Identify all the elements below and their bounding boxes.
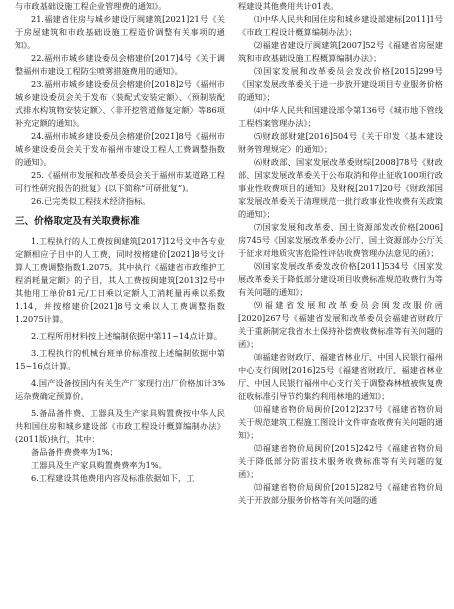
list-item: 2.工程所用材料按上述编制依据中第11~14点计算。 bbox=[31, 331, 223, 341]
list-item: 4.国产设备按国内有关生产厂家现行出厂价格加计3%运杂费确定预算价。 bbox=[15, 378, 225, 401]
list-item: 23.福州市城乡建设委员会榕建价[2018]2号《福州市城乡建设委员会关于发布〈装配式安装定额〉、〈预制装配式排水构筑物安装定额〉、〈非开挖管道修复定额〉等86项补充定额的通知》。 bbox=[15, 79, 225, 128]
reference-item: ⑻国家发展改革委发改价格[2011]534号《国家发展改革委关于降低部分建设项目收费标准规范收费行为等有关问题的通知》； bbox=[238, 261, 443, 297]
reference-item: ⑼福建省发展和改革委员会闽发改服价函[2020]267号《福建省发展和改革委员会福建省财政厅关于重新制定我省水土保持补偿费收费标准等有关问题的函》； bbox=[238, 300, 443, 349]
sub-rate-item: 工器具及生产家具购置费费率为1%。 bbox=[31, 460, 167, 470]
left-column bbox=[15, 0, 225, 485]
list-item: 26.已完类似工程技术经济指标。 bbox=[31, 196, 151, 206]
reference-item: ⑷中华人民共和国建设部令第136号《城市地下管线工程档案管理办法》； bbox=[238, 105, 443, 128]
reference-item: ⑾福建省物价局闽价[2012]237号《福建省物价局关于规范建筑工程施工图设计文件审查收费有关问题的通知》； bbox=[238, 404, 443, 440]
list-item: 1.工程执行的人工费按闽建筑[2017]12号文中各专业定额相应子目中的人工费，同时按榕建价[2021]8号文计算人工费调整指数1.2075。其中执行《福建省市政维护工程消耗量定额》的子目，其人工费按闽建筑[2013]2号中其他用工单价81元/工日乘以定额人工消耗量再乘以系数1.14，并按榕建价[2021]8号文乘以人工费调整指数1.2075计算。 bbox=[15, 236, 225, 324]
reference-item: ⑴中华人民共和国住房和城乡建设部建标[2011]1号《市政工程设计概算编制办法》； bbox=[238, 14, 443, 37]
reference-item: ⑸财政部财建[2016]504号《关于印发〈基本建设财务管理规定〉的通知》； bbox=[238, 131, 443, 154]
reference-item: ⑹财政部、国家发展改革委财综[2008]78号《财政部、国家发展改革委关于公布取消和停止征收100项行政事业性收费项目的通知》及财税[2017]20号《财政部国家发展改革委关于清理规范一批行政事业性收费有关政策的通知》； bbox=[238, 157, 443, 219]
reference-item: ⑿福建省物价局闽价[2015]242号《福建省物价局关于降低部分防雷技术服务收费标准等有关问题的复函》； bbox=[238, 443, 443, 479]
left-top-fragment: 与市政基础设施工程企业管理费的通知》。 bbox=[15, 1, 167, 11]
reference-item: ⑺国家发展和改革委、国土资源部发改价格[2006]房745号《国家发展改革委办公厅、国土资源部办公厅关于征求对地质灾害危险性评估收费管理办法意见的函》； bbox=[238, 222, 443, 258]
reference-item: ⑵福建省建设厅闽建筑[2007]52号《福建省房屋建筑和市政基础设施工程概算编制办法》； bbox=[238, 40, 443, 63]
sub-rate-item: 备品备件费费率为1%； bbox=[31, 447, 118, 457]
list-item: 24.福州市城乡建设委员会榕建价[2021]8号《福州市城乡建设委员会关于发布福州市建设工程人工费调整指数的通知》。 bbox=[15, 131, 225, 167]
list-item: 6.工程建设其他费用内容及标准依据如下，工 bbox=[31, 473, 195, 483]
list-item: 5.备品备件费、工器具及生产家具购置费按中华人民共和国住房和城乡建设部《市政工程设计概算编制办法》(2011版)执行，其中： bbox=[15, 408, 225, 444]
reference-item: ⒀福建省物价局闽价[2015]282号《福建省物价局关于开放部分服务价格等有关问题的通 bbox=[238, 482, 443, 505]
right-column bbox=[238, 0, 443, 507]
list-item: 22.福州市城乡建设委员会榕建价[2017]4号《关于调整福州市建设工程防尘喷雾措施费用的通知》。 bbox=[15, 53, 225, 76]
reference-item: ⑶国家发展和改革委员会发改价格[2015]299号《国家发展改革委关于进一步放开建设项目专业服务价格的通知》； bbox=[238, 66, 443, 102]
reference-item: ⑽福建省财政厅、福建省林业厅、中国人民银行福州中心支行闽财[2016]25号《福建省财政厅、福建省林业厅、中国人民银行福州中心支行关于调整森林植被恢复费征收标准引导节约集约利用林地的通知》； bbox=[238, 352, 443, 401]
section-heading: 三、价格取定及有关取费标准 bbox=[15, 216, 140, 227]
list-item: 21.福建省住房与城乡建设厅闽建筑[2021]21号《关于房屋建筑和市政基础设施工程造价调整有关事项的通知》。 bbox=[15, 14, 225, 50]
list-item: 3.工程执行的机械台班单价标准按上述编制依据中第15~16点计算。 bbox=[15, 348, 225, 371]
right-top-fragment: 程建设其他费用共计01表。 bbox=[238, 1, 339, 11]
list-item: 25.《福州市发展和改革委员会关于福州市某道路工程可行性研究报告的批复》(以下简称“可研批复”)。 bbox=[15, 170, 225, 193]
